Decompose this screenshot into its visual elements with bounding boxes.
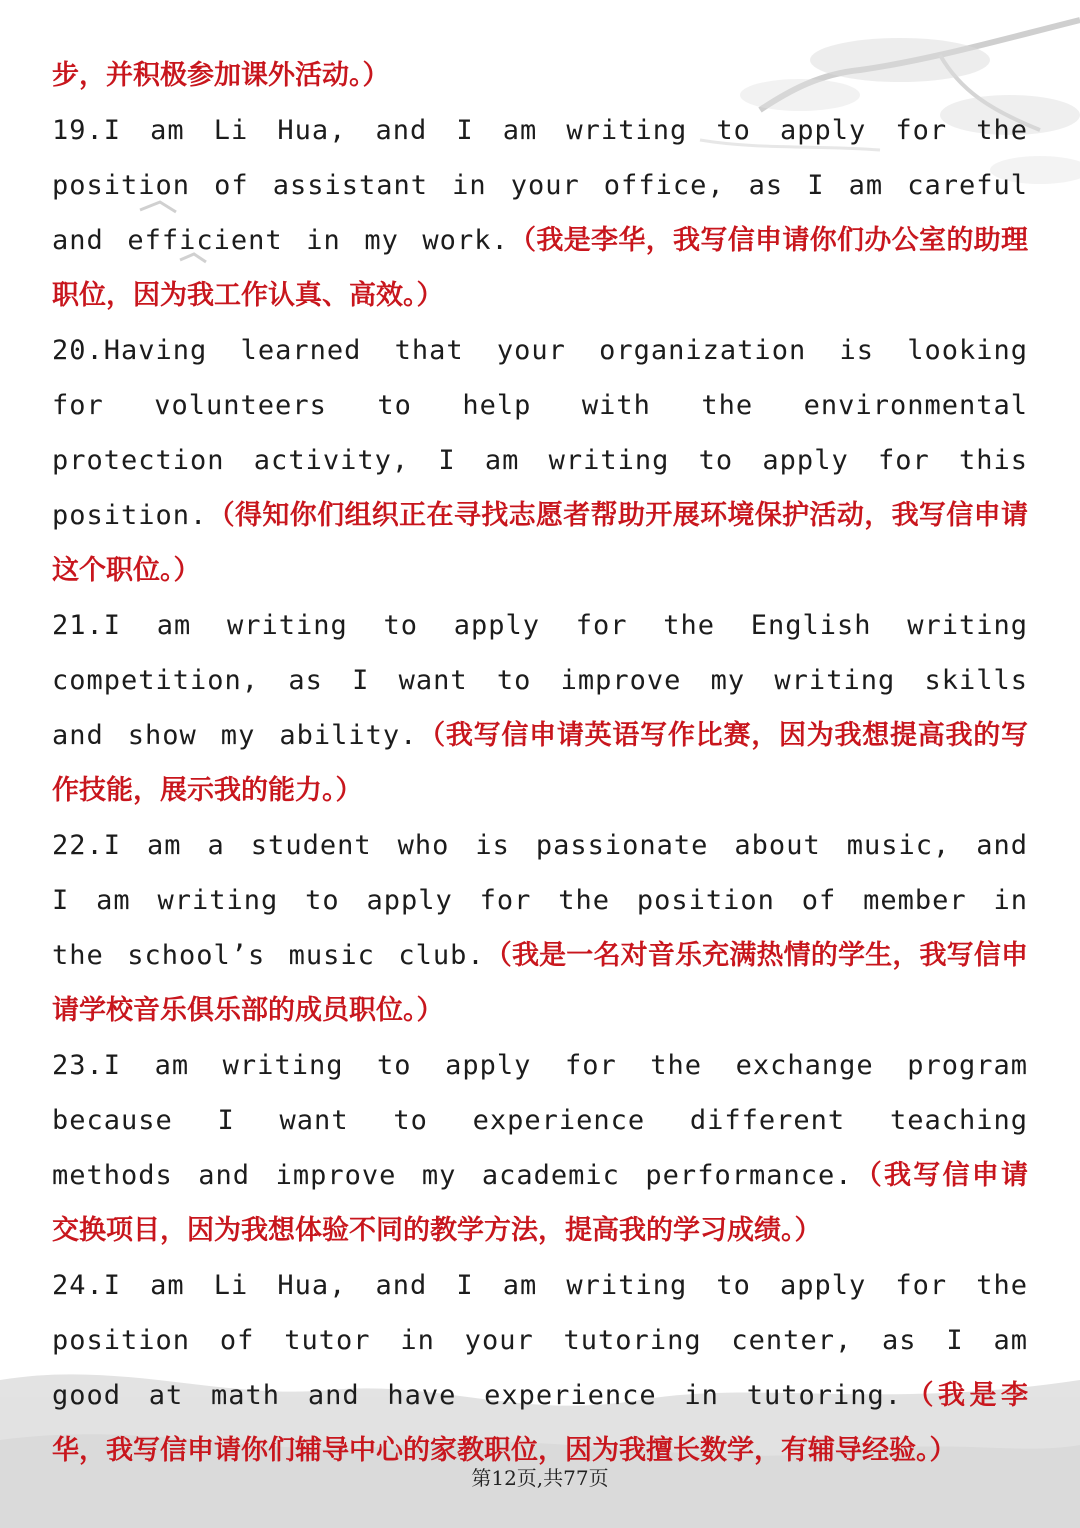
chinese-translation: （我写信申请英语写作比赛，因为我想提高我的写作技能，展示我的能力。） [52,720,1028,806]
page-number-footer: 第12页,共77页 [471,1466,609,1490]
chinese-translation: 步，并积极参加课外活动。） [52,60,390,91]
english-sentence: I am writing to apply for the English writing competition, as I want to improve my writing skills and show my ability. [52,610,1028,751]
chinese-translation: （我是李华，我写信申请你们办公室的助理职位，因为我工作认真、高效。） [52,225,1029,311]
entry-22 [52,818,1028,1038]
chinese-translation: （得知你们组织正在寻找志愿者帮助开展环境保护活动，我写信申请这个职位。） [52,500,1028,586]
entry-21 [52,598,1028,818]
entry-23 [52,1038,1028,1258]
english-sentence: I am a student who is passionate about music, and I am writing to apply for the position of member in the school’s music club. [52,830,1028,971]
english-sentence: I am writing to apply for the exchange program because I want to experience different teaching methods and improve my academic performance. [52,1050,1028,1191]
english-sentence: I am Li Hua, and I am writing to apply for the position of assistant in your office, as I am careful and efficient in my work. [52,115,1028,256]
entry-number: 23. [52,1050,104,1081]
chinese-translation: （我是李华，我写信申请你们辅导中心的家教职位，因为我擅长数学，有辅导经验。） [52,1380,1028,1466]
entry-19 [52,103,1028,323]
english-sentence: I am Li Hua, and I am writing to apply for the position of tutor in your tutoring center, as I am good at math and have experience in tutoring. [52,1270,1028,1411]
entry-number: 20. [52,335,104,366]
entry-number: 24. [52,1270,104,1301]
entry-number: 21. [52,610,104,641]
entry-number: 19. [52,115,104,146]
entry-24 [52,1258,1028,1478]
chinese-translation: （我是一名对音乐充满热情的学生，我写信申请学校音乐俱乐部的成员职位。） [52,940,1028,1026]
chinese-translation: （我写信申请交换项目，因为我想体验不同的教学方法，提高我的学习成绩。） [52,1160,1028,1246]
entry-number: 22. [52,830,104,861]
entry-20 [52,323,1028,598]
english-sentence: Having learned that your organization is looking for volunteers to help with the environmental protection activity, I am writing to apply for this position. [52,335,1028,531]
previous-entry-tail [52,48,1028,103]
document-body [52,48,1028,1478]
